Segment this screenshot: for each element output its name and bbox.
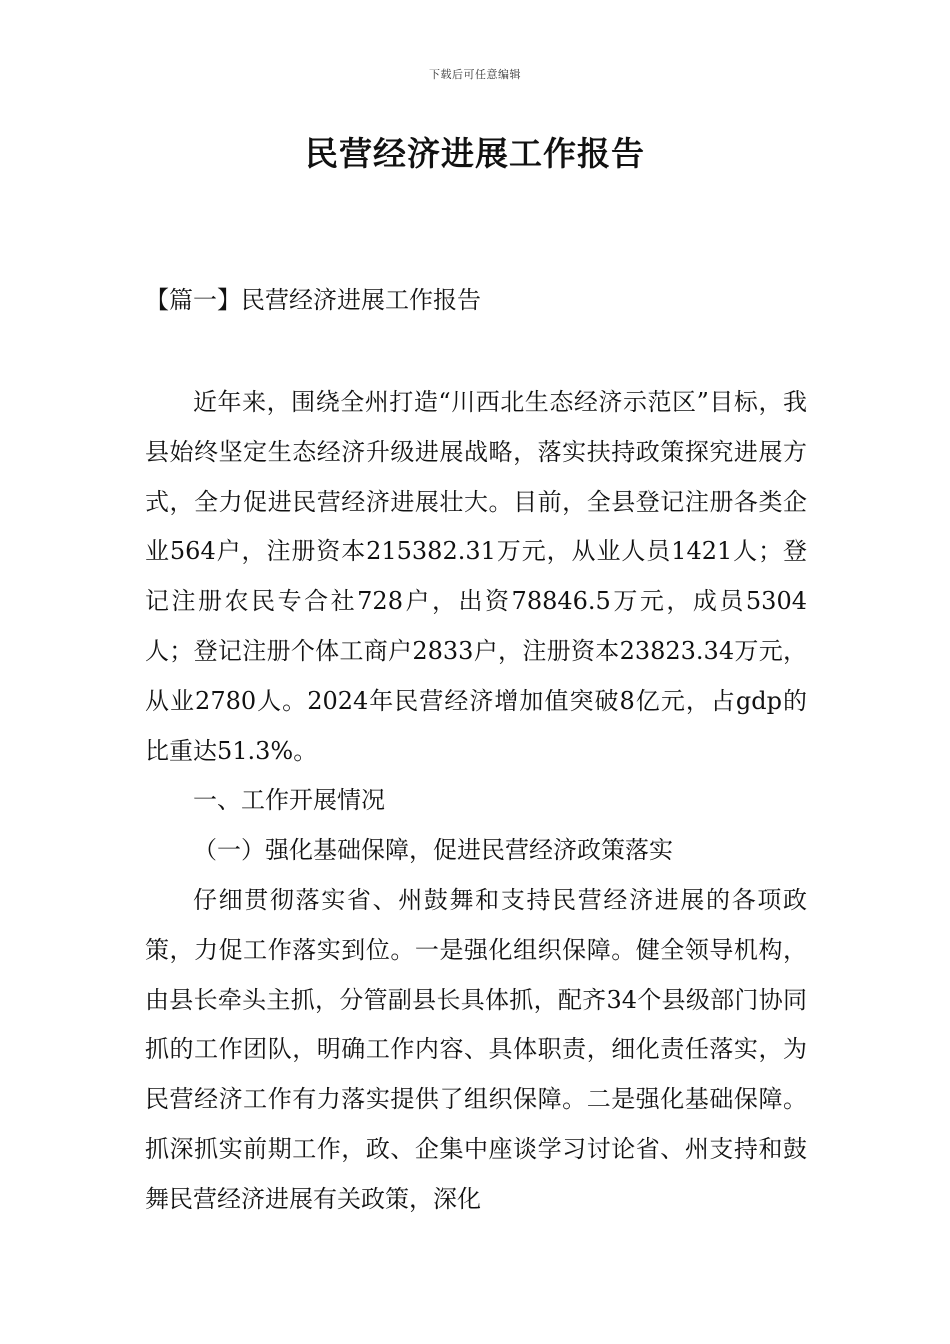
document-title: 民营经济进展工作报告: [305, 134, 645, 173]
heading-work-status: 一、工作开展情况: [193, 786, 385, 815]
document-body: [145, 378, 807, 1225]
section-heading: 【篇一】民营经济进展工作报告: [145, 286, 481, 314]
paragraph-policy: 仔细贯彻落实省、州鼓舞和支持民营经济进展的各项政策，力促工作落实到位。一是强化组织保障。健全领导机构，由县长牵头主抓，分管副县长具体抓，配齐34个县级部门协同抓的工作团队，明确工作内容、具体职责，细化责任落实，为民营经济工作有力落实提供了组织保障。二是强化基础保障。抓深抓实前期工作，政、企集中座谈学习讨论省、州支持和鼓舞民营经济进展有关政策，深化: [145, 885, 807, 1213]
paragraph-intro: 近年来，围绕全州打造“川西北生态经济示范区”目标，我县始终坚定生态经济升级进展战略，落实扶持政策探究进展方式，全力促进民营经济进展壮大。目前，全县登记注册各类企业564户，注册资本215382.31万元，从业人员1421人；登记注册农民专合社728户，出资78846.5万元，成员5304人；登记注册个体工商户2833户，注册资本23823.34万元，从业2780人。2024年民营经济增加值突破8亿元，占gdp的比重达51.3%。: [145, 388, 807, 765]
page-header-note: 下载后可任意编辑: [429, 68, 521, 81]
subheading-policy: （一）强化基础保障，促进民营经济政策落实: [193, 836, 673, 865]
